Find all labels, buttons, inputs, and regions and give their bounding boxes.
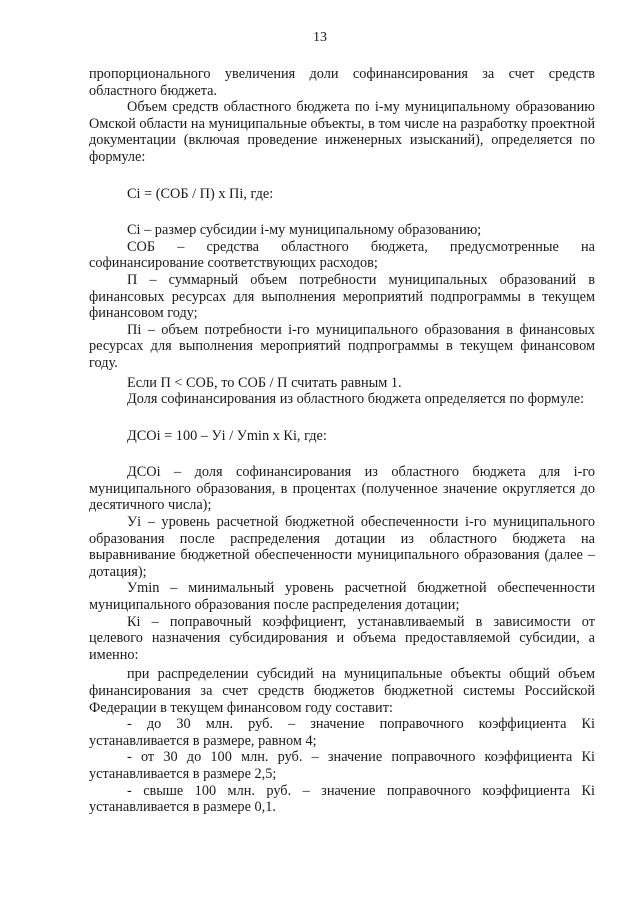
- formula-subsidy: Ci = (СОБ / П) x Пi, где:: [127, 185, 274, 202]
- condition-text: Если П < СОБ, то СОБ / П считать равным 1.: [127, 374, 402, 391]
- definition-pi: Пi – объем потребности i-го муниципального образования в финансовых ресурсах для выполнения мероприятий подпрограммы в текущем финансовом году.: [89, 321, 595, 371]
- list-item: - свыше 100 млн. руб. – значение поправочного коэффициента Кi устанавливается в размере 0,1.: [89, 782, 595, 816]
- paragraph: при распределении субсидий на муниципальные объекты общий объем финансирования за счет средств бюджетов бюджетной системы Российской Федерации в текущем финансовом году составит:: [89, 666, 595, 716]
- paragraph: Доля софинансирования из областного бюджета определяется по формуле:: [127, 391, 585, 408]
- definition-sob: СОБ – средства областного бюджета, предусмотренные на софинансирование соответствующих расходов;: [89, 238, 595, 272]
- definition-ki: Кi – поправочный коэффициент, устанавливаемый в зависимости от целевого назначения субсидирования и объема предоставляемой субсидии, а именно:: [89, 613, 595, 663]
- page-number: 13: [313, 30, 327, 45]
- formula-share: ДСОi = 100 – Уi / Уmin x Кi, где:: [127, 427, 327, 444]
- definition-ci: Ci – размер субсидии i-му муниципальному образованию;: [127, 222, 482, 239]
- paragraph: пропорционального увеличения доли софинансирования за счет средств областного бюджета.: [89, 66, 595, 99]
- definition-dsoi: ДСОi – доля софинансирования из областного бюджета для i-го муниципального образования, в процентах (полученное значение округляется до десятичного числа);: [89, 464, 595, 514]
- list-item: - до 30 млн. руб. – значение поправочного коэффициента Кi устанавливается в размере, равном 4;: [89, 716, 595, 749]
- definition-p: П – суммарный объем потребности муниципальных образований в финансовых ресурсах для выполнения мероприятий подпрограммы в текущем финансовом году;: [89, 271, 595, 322]
- list-item: - от 30 до 100 млн. руб. – значение поправочного коэффициента Кi устанавливается в размере 2,5;: [89, 749, 595, 782]
- document-body: [89, 66, 595, 816]
- paragraph: Объем средств областного бюджета по i-му муниципальному образованию Омской области на муниципальные объекты, в том числе на разработку проектной документации (включая проведение инженерных изысканий), определяется по формуле:: [89, 99, 595, 165]
- definition-umin: Уmin – минимальный уровень расчетной бюджетной обеспеченности муниципального образования после распределения дотации;: [89, 580, 595, 614]
- definition-ui: Уi – уровень расчетной бюджетной обеспеченности i-го муниципального образования после распределения дотации из областного бюджета на выравнивание бюджетной обеспеченности муниципального образования (далее – дотация);: [89, 514, 595, 580]
